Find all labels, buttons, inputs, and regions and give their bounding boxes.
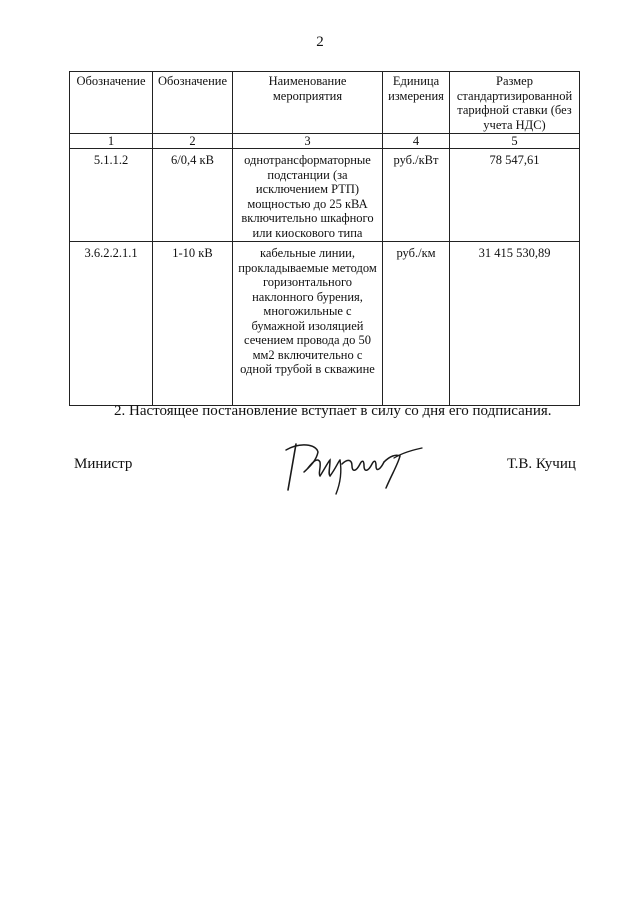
cell-voltage: 1-10 кВ [153, 242, 233, 406]
header-unit: Единица измерения [383, 72, 450, 134]
cell-measure-name: однотрансформаторные подстанции (за исключением РТП) мощностью до 25 кВА включительно шкафного или киоскового типа [233, 149, 383, 242]
cell-code: 3.6.2.2.1.1 [70, 242, 153, 406]
page-number: 2 [316, 34, 324, 50]
cell-rate: 31 415 530,89 [450, 242, 580, 406]
column-number-row [70, 134, 580, 149]
effective-date-clause: 2. Настоящее постановление вступает в силу со дня его подписания. [114, 403, 552, 419]
column-number: 1 [70, 134, 153, 149]
header-designation-1: Обозначение [70, 72, 153, 134]
handwritten-signature [282, 438, 428, 496]
column-number: 4 [383, 134, 450, 149]
header-rate: Размер стандартизированной тарифной ставки (без учета НДС) [450, 72, 580, 134]
header-designation-2: Обозначение [153, 72, 233, 134]
table-row [70, 149, 580, 242]
signatory-title: Министр [74, 456, 133, 472]
cell-measure-name: кабельные линии, прокладываемые методом горизонтального наклонного бурения, многожильные с бумажной изоляцией сечением провода до 50 мм2 включительно с одной трубой в скважине [233, 242, 383, 406]
tariff-table [69, 71, 580, 406]
cell-rate: 78 547,61 [450, 149, 580, 242]
column-number: 5 [450, 134, 580, 149]
column-number: 3 [233, 134, 383, 149]
cell-unit: руб./кВт [383, 149, 450, 242]
column-number: 2 [153, 134, 233, 149]
cell-voltage: 6/0,4 кВ [153, 149, 233, 242]
header-measure-name: Наименование мероприятия [233, 72, 383, 134]
table-header-row [70, 72, 580, 134]
cell-code: 5.1.1.2 [70, 149, 153, 242]
cell-unit: руб./км [383, 242, 450, 406]
table-row [70, 242, 580, 406]
signatory-name: Т.В. Кучиц [507, 456, 576, 472]
